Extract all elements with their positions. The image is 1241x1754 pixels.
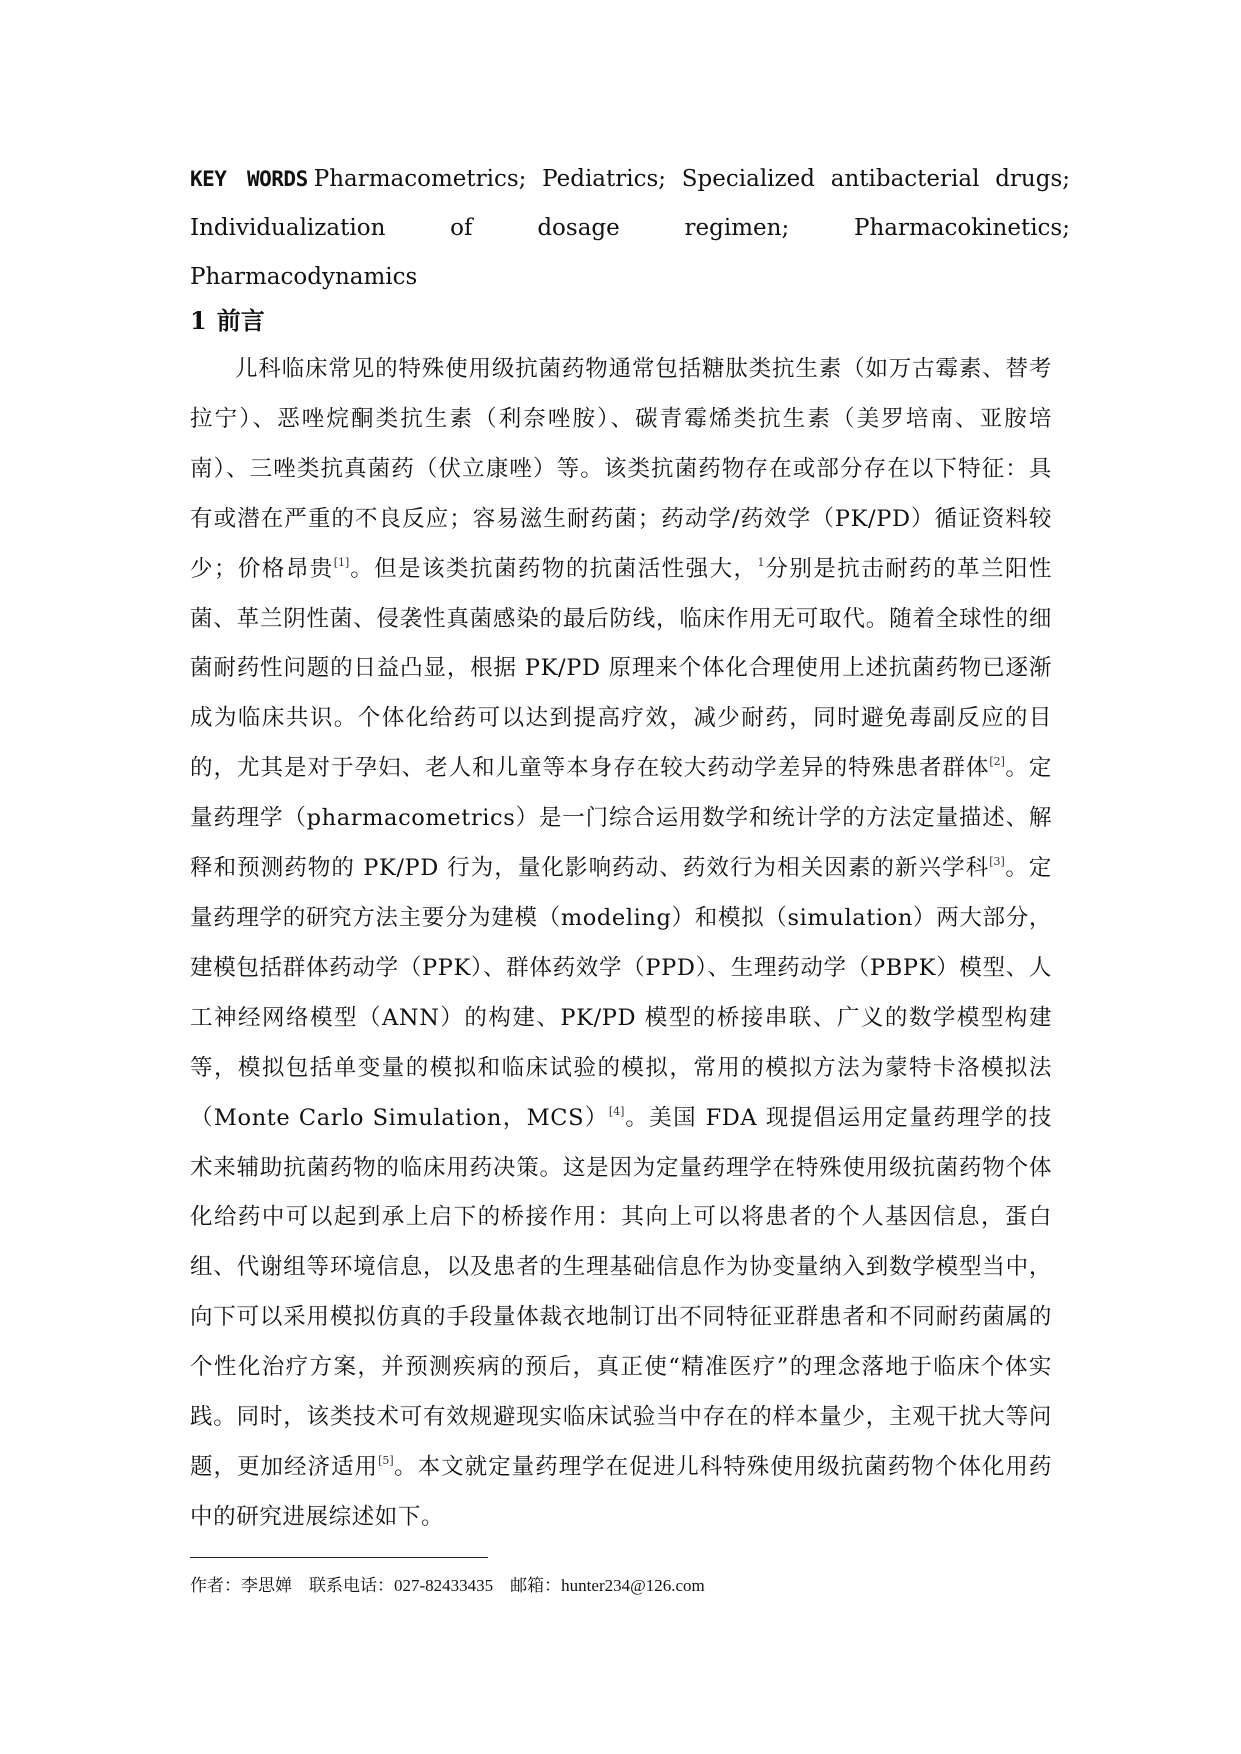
footnote-author-label: 作者： xyxy=(190,1576,241,1595)
keywords-text: Pharmacometrics; Pediatrics; Specialized antibacterial drugs; Individualization of dosage regimen; Pharmacokinetics; Pharmacodynamics xyxy=(190,166,1070,290)
footnote-author: 李思婵 xyxy=(241,1576,292,1595)
footnote-phone-label: 联系电话： xyxy=(309,1576,394,1595)
keywords-paragraph xyxy=(190,155,1070,302)
footnote-mark: 1 xyxy=(757,555,765,569)
citation-5: [5] xyxy=(378,1453,394,1467)
body-text-run: 。定量药理学的研究方法主要分为建模（modeling）和模拟（simulation）两大部分，建模包括群体药动学（PPK）、群体药效学（PPD）、生理药动学（PBPK）模型、人工神经网络模型（ANN）的构建、PK/PD 模型的桥接串联、广义的数学模型构建等，模拟包括单变量的模拟和临床试验的模拟，常用的模拟方法为蒙特卡洛模拟法（Monte Carlo Simulation，MCS） xyxy=(190,855,1052,1131)
body-paragraph xyxy=(190,345,1052,1543)
section-title: 前言 xyxy=(216,306,265,335)
footnote xyxy=(190,1574,705,1598)
citation-3: [3] xyxy=(989,855,1005,869)
citation-4: [4] xyxy=(608,1104,625,1118)
footnote-phone: 027-82433435 xyxy=(394,1576,494,1595)
citation-2: [2] xyxy=(989,755,1005,769)
footnote-email-label: 邮箱： xyxy=(510,1576,562,1595)
keywords-label: KEY WORDS xyxy=(190,167,308,191)
body-text-run: 。但是该类抗菌药物的抗菌活性强大， xyxy=(349,555,758,582)
body-text-run: 。定量药理学（pharmacometrics）是一门综合运用数学和统计学的方法定量描述、解释和预测药物的 PK/PD 行为，量化影响药动、药效行为相关因素的新兴学科 xyxy=(190,755,1053,882)
section-heading xyxy=(190,303,265,339)
body-text-run: 分别是抗击耐药的革兰阳性菌、革兰阴性菌、侵袭性真菌感染的最后防线，临床作用无可取代。随着全球性的细菌耐药性问题的日益凸显，根据 PK/PD 原理来个体化合理使用上述抗菌药物已逐渐成为临床共识。个体化给药可以达到提高疗效，减少耐药，同时避免毒副反应的目的，尤其是对于孕妇、老人和儿童等本身存在较大药动学差异的特殊患者群体 xyxy=(190,555,1052,782)
footnote-email: hunter234@126.com xyxy=(561,1576,705,1595)
section-number: 1 xyxy=(190,306,207,335)
body-text-run: 。本文就定量药理学在促进儿科特殊使用级抗菌药物个体化用药中的研究进展综述如下。 xyxy=(190,1453,1052,1530)
body-text-run: 儿科临床常见的特殊使用级抗菌药物通常包括糖肽类抗生素（如万古霉素、替考拉宁）、恶唑烷酮类抗生素（利奈唑胺）、碳青霉烯类抗生素（美罗培南、亚胺培南）、三唑类抗真菌药（伏立康唑）等。该类抗菌药物存在或部分存在以下特征：具有或潜在严重的不良反应；容易滋生耐药菌；药动学/药效学（PK/PD）循证资料较少；价格昂贵 xyxy=(190,356,1052,582)
body-text-run: 。美国 FDA 现提倡运用定量药理学的技术来辅助抗菌药物的临床用药决策。这是因为定量药理学在特殊使用级抗菌药物个体化给药中可以起到承上启下的桥接作用：其向上可以将患者的个人基因信息，蛋白组、代谢组等环境信息，以及患者的生理基础信息作为协变量纳入到数学模型当中，向下可以采用模拟仿真的手段量体裁衣地制订出不同特征亚群患者和不同耐药菌属的个性化治疗方案，并预测疾病的预后，真正使“精准医疗”的理念落地于临床个体实践。同时，该类技术可有效规避现实临床试验当中存在的样本量少，主观干扰大等问题，更加经济适用 xyxy=(190,1104,1052,1480)
citation-1: [1] xyxy=(333,555,350,569)
footnote-divider xyxy=(190,1557,488,1558)
